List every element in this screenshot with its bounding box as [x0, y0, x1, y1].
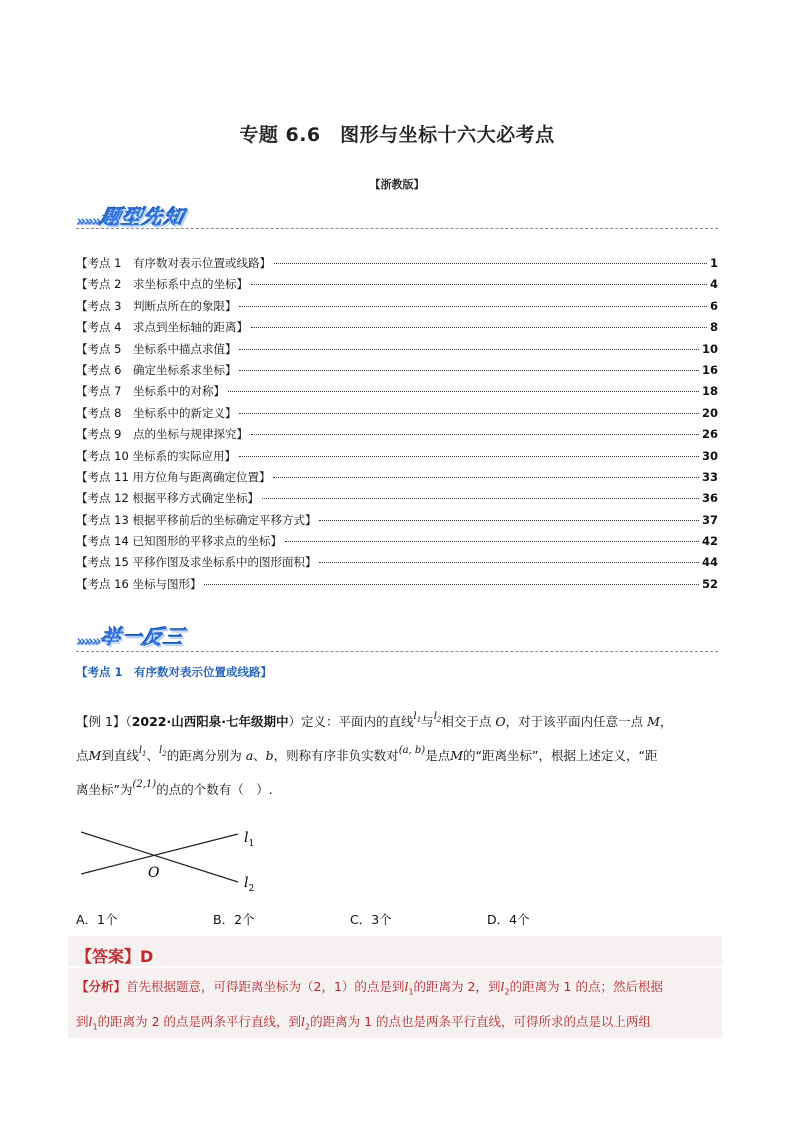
analysis-line-1: 【分析】首先根据题意，可得距离坐标为（2，1）的点是到$l_1$的距离为 2，到$l_2$的距离为 1 的点；然后根据 [76, 979, 663, 997]
toc-entry-page: 18 [701, 384, 718, 399]
toc-entry-page: 6 [709, 298, 718, 313]
toc-entry-page: 16 [701, 362, 718, 377]
toc-leader-dots [273, 477, 699, 478]
toc-entry-page: 37 [701, 512, 718, 527]
toc-entry-label: 【考点 5 坐标系中描点求值】 [76, 341, 237, 356]
toc-entry[interactable] [76, 490, 718, 511]
label-O: O [148, 865, 160, 881]
toc-entry-page: 52 [701, 576, 718, 591]
toc-entry-page: 4 [709, 277, 718, 292]
toc-entry-page: 26 [701, 427, 718, 442]
toc-entry-label: 【考点 11 用方位角与距离确定位置】 [76, 469, 271, 484]
toc-entry[interactable] [76, 448, 718, 469]
toc-entry-label: 【考点 2 求坐标系中点的坐标】 [76, 277, 248, 292]
banner-title: 举一反三 [98, 625, 188, 649]
math-ab: (a, b) [398, 745, 426, 756]
banner-preview [76, 200, 188, 230]
analysis-line-2: 到$l_1$的距离为 2 的点是两条平行直线，到$l_2$的距离为 1 的点也是两条平行直线，可得所求的点是以上两组 [76, 1013, 652, 1031]
toc-entry[interactable] [76, 298, 718, 319]
table-of-contents [76, 255, 718, 597]
toc-leader-dots [251, 434, 699, 435]
example-line-1: 【例 1】（2022·山西阳泉·七年级期中）定义：平面内的直线$^{l_1}$与$^{l_2}$相交于点 O，对于该平面内任意一点 M， [76, 711, 673, 729]
toc-entry-page: 8 [709, 320, 718, 335]
toc-leader-dots [204, 584, 699, 585]
example-source: 2022·山西阳泉·七年级期中 [131, 714, 289, 729]
edition-label: 【浙教版】 [369, 178, 425, 191]
toc-entry-label: 【考点 1 有序数对表示位置或线路】 [76, 256, 271, 270]
toc-entry-page: 20 [701, 405, 718, 420]
option-b[interactable]: B．2个 [213, 912, 255, 927]
toc-entry-page: 36 [701, 491, 718, 506]
toc-entry[interactable] [76, 469, 718, 490]
toc-leader-dots [251, 284, 707, 285]
example-line-3: 离坐标”为$^{(2,1)}$的点的个数有（ ）. [76, 779, 273, 797]
toc-entry-label: 【考点 14 已知图形的平移求点的坐标】 [76, 534, 282, 549]
toc-entry-label: 【考点 4 求点到坐标轴的距离】 [76, 320, 248, 335]
document-title: 专题 6.6 图形与坐标十六大必考点 [239, 124, 555, 146]
toc-leader-dots [285, 541, 699, 542]
example-line-2: 点M到直线$^{l_1}$、$^{l_2}$的距离分别为 a、b，则称有序非负实数对$^{(a, b)}$是点M的“距离坐标”，根据上述定义，“距 [76, 745, 658, 763]
toc-entry-page: 1 [709, 256, 718, 270]
toc-leader-dots [239, 306, 707, 307]
toc-leader-dots [239, 370, 699, 371]
toc-entry[interactable] [76, 512, 718, 533]
toc-entry[interactable] [76, 276, 718, 297]
math-l1: l1 [138, 745, 147, 758]
divider [76, 228, 718, 229]
divider [76, 651, 718, 652]
toc-entry-page: 44 [701, 555, 718, 570]
answer-tag: 【答案】 [76, 947, 141, 966]
toc-leader-dots [239, 413, 699, 414]
toc-entry[interactable] [76, 426, 718, 447]
banner-arrows-icon: »»» [76, 212, 100, 230]
label-l2: $l_2$ [244, 875, 255, 894]
toc-entry-label: 【考点 15 平移作图及求坐标系中的图形面积】 [76, 555, 317, 570]
math-point: (2,1) [132, 779, 157, 790]
analysis-box [68, 968, 722, 1038]
section-heading: 【考点 1 有序数对表示位置或线路】 [76, 665, 273, 679]
toc-entry-label: 【考点 13 根据平移前后的坐标确定平移方式】 [76, 512, 317, 527]
toc-entry-label: 【考点 7 坐标系中的对称】 [76, 384, 225, 399]
toc-entry-label: 【考点 8 坐标系中的新定义】 [76, 405, 237, 420]
toc-leader-dots [239, 456, 699, 457]
answer-box [68, 936, 722, 966]
toc-entry[interactable] [76, 554, 718, 575]
math-l2: l2 [159, 745, 167, 758]
toc-entry-label: 【考点 10 坐标系的实际应用】 [76, 448, 236, 463]
toc-leader-dots [251, 327, 707, 328]
toc-entry-page: 33 [701, 469, 718, 484]
toc-entry[interactable] [76, 255, 718, 276]
toc-leader-dots [274, 263, 707, 264]
toc-entry[interactable] [76, 576, 718, 597]
label-l1: $l_1$ [244, 830, 255, 849]
toc-leader-dots [239, 349, 699, 350]
toc-entry-page: 30 [701, 448, 718, 463]
toc-leader-dots [319, 520, 699, 521]
intersecting-lines-figure [76, 822, 276, 897]
toc-entry[interactable] [76, 383, 718, 404]
toc-entry-label: 【考点 3 判断点所在的象限】 [76, 298, 237, 313]
option-c[interactable]: C．3个 [350, 912, 392, 927]
toc-entry[interactable] [76, 533, 718, 554]
toc-entry-page: 10 [701, 341, 718, 356]
answer-options [76, 910, 676, 928]
banner-examples [76, 620, 188, 650]
toc-entry-label: 【考点 16 坐标与图形】 [76, 576, 202, 591]
toc-entry-label: 【考点 9 点的坐标与规律探究】 [76, 427, 248, 442]
toc-leader-dots [228, 391, 699, 392]
toc-entry-page: 42 [701, 534, 718, 549]
banner-arrows-icon: »»» [76, 632, 100, 650]
banner-title: 题型先知 [98, 205, 188, 229]
toc-entry[interactable] [76, 405, 718, 426]
toc-entry[interactable] [76, 341, 718, 362]
math-l1: l1 [413, 711, 422, 724]
toc-leader-dots [262, 498, 699, 499]
toc-leader-dots [319, 562, 699, 563]
answer-value: D [140, 947, 154, 966]
toc-entry[interactable] [76, 319, 718, 340]
option-d[interactable]: D．4个 [487, 912, 530, 927]
toc-entry-label: 【考点 6 确定坐标系求坐标】 [76, 362, 237, 377]
toc-entry[interactable] [76, 362, 718, 383]
option-a[interactable]: A．1个 [76, 912, 118, 927]
math-l2: l2 [433, 711, 442, 724]
toc-entry-label: 【考点 12 根据平移方式确定坐标】 [76, 491, 259, 506]
